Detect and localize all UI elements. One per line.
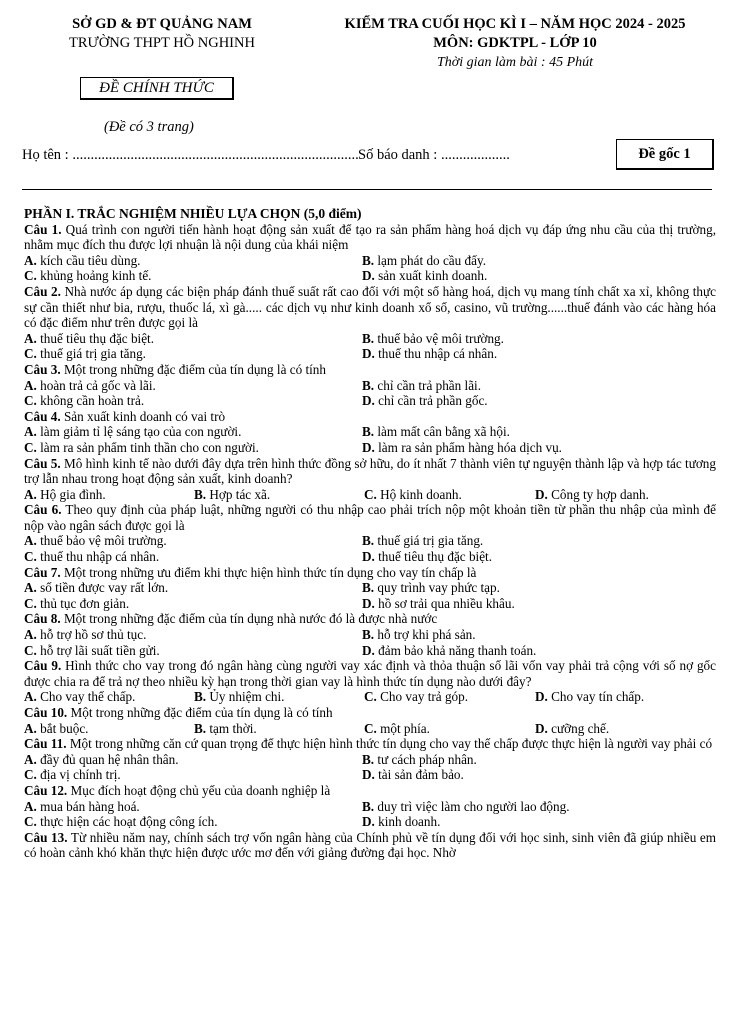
option-letter: C. xyxy=(24,393,37,409)
answer-option[interactable] xyxy=(364,487,535,503)
department-name: SỞ GD & ĐT QUẢNG NAM xyxy=(72,16,252,32)
answer-options xyxy=(24,799,716,830)
option-letter: D. xyxy=(362,346,375,362)
answer-option[interactable] xyxy=(362,424,716,440)
option-letter: B. xyxy=(194,486,207,502)
answer-options xyxy=(24,689,716,705)
option-letter: D. xyxy=(535,486,548,502)
option-text: đảm bảo khả năng thanh toán. xyxy=(374,642,537,658)
option-letter: C. xyxy=(364,720,377,736)
option-letter: D. xyxy=(535,720,548,736)
option-letter: C. xyxy=(24,439,37,455)
option-text: thuế tiêu thụ đặc biệt. xyxy=(36,330,155,346)
answer-option[interactable] xyxy=(24,580,362,596)
option-letter: A. xyxy=(24,252,37,268)
answer-option[interactable] xyxy=(24,533,362,549)
answer-option[interactable] xyxy=(24,689,194,705)
option-letter: D. xyxy=(362,642,375,658)
answer-option[interactable] xyxy=(362,596,716,612)
option-text: làm ra sản phẩm tinh thần cho con người. xyxy=(36,439,259,455)
option-letter: B. xyxy=(362,330,375,346)
exam-body xyxy=(24,206,716,861)
option-letter: A. xyxy=(24,424,37,440)
student-name-field[interactable]: Họ tên : ............................................................................... xyxy=(22,147,359,163)
question-stem xyxy=(24,565,716,581)
candidate-number-field[interactable]: Số báo danh : ................... xyxy=(358,147,510,163)
option-text: thuế bảo vệ môi trường. xyxy=(36,533,167,549)
option-letter: A. xyxy=(24,627,37,643)
answer-option[interactable] xyxy=(362,268,716,284)
option-letter: C. xyxy=(364,689,377,705)
answer-option[interactable] xyxy=(24,424,362,440)
answer-option[interactable] xyxy=(24,627,362,643)
answer-options xyxy=(24,331,716,362)
option-text: hỗ trợ lãi suất tiền gửi. xyxy=(36,642,160,658)
answer-option[interactable] xyxy=(535,487,716,503)
subject-line: MÔN: GDKTPL - LỚP 10 xyxy=(433,35,597,51)
option-letter: B. xyxy=(362,424,375,440)
question-text: Một trong những ưu điểm khi thực hiện hình thức tín dụng cho vay tín chấp là xyxy=(60,564,477,580)
question-text: Một trong những đặc điểm của tín dụng là có tính xyxy=(60,361,326,377)
answer-options xyxy=(24,253,716,284)
question-stem xyxy=(24,736,716,752)
answer-option[interactable] xyxy=(24,346,362,362)
option-text: sản xuất kinh doanh. xyxy=(374,268,488,284)
answer-option[interactable] xyxy=(24,268,362,284)
question-number: Câu 10. xyxy=(24,705,68,720)
option-text: không cần hoàn trả. xyxy=(36,393,145,409)
answer-option[interactable] xyxy=(362,814,716,830)
question-number: Câu 9. xyxy=(24,658,62,674)
option-text: khủng hoảng kinh tế. xyxy=(36,268,152,284)
question-text: Sản xuất kinh doanh có vai trò xyxy=(60,408,226,424)
question-text: Một trong những đặc điểm của tín dụng là có tính xyxy=(67,705,333,720)
answer-options xyxy=(24,580,716,611)
question-text: Một trong những đặc điểm của tín dụng nhà nước đó là được nhà nước xyxy=(60,611,438,627)
option-letter: D. xyxy=(362,595,375,611)
answer-options xyxy=(24,627,716,658)
answer-option[interactable] xyxy=(24,331,362,347)
option-text: thủ tục đơn giản. xyxy=(36,595,130,611)
question-number: Câu 7. xyxy=(24,564,61,580)
option-letter: A. xyxy=(24,533,37,549)
exam-title: KIỂM TRA CUỐI HỌC KÌ I – NĂM HỌC 2024 - 2025 xyxy=(344,16,686,32)
question-stem xyxy=(24,409,716,425)
option-text: một phía. xyxy=(376,720,430,736)
answer-option[interactable] xyxy=(24,393,362,409)
pages-note: (Đề có 3 trang) xyxy=(104,119,194,135)
option-letter: B. xyxy=(362,252,375,268)
section-title: PHẦN I. TRẮC NGHIỆM NHIỀU LỰA CHỌN (5,0 điểm) xyxy=(24,206,362,221)
answer-option[interactable] xyxy=(24,752,362,768)
question-list xyxy=(24,222,716,861)
option-letter: A. xyxy=(24,580,37,596)
option-text: bắt buộc. xyxy=(36,720,89,736)
question-block xyxy=(24,284,716,362)
option-text: hoàn trả cả gốc và lãi. xyxy=(36,377,156,393)
option-letter: B. xyxy=(362,533,375,549)
answer-option[interactable] xyxy=(24,814,362,830)
option-text: Hộ gia đình. xyxy=(36,486,106,502)
answer-option[interactable] xyxy=(24,767,362,783)
option-text: địa vị chính trị. xyxy=(36,767,121,783)
option-text: tài sản đảm bảo. xyxy=(374,767,464,783)
option-text: hồ sơ trải qua nhiều khâu. xyxy=(374,595,515,611)
answer-option[interactable] xyxy=(362,752,716,768)
question-number: Câu 11. xyxy=(24,736,67,752)
option-letter: A. xyxy=(24,798,37,814)
official-exam-box: ĐỀ CHÍNH THỨC xyxy=(80,77,234,100)
question-number: Câu 4. xyxy=(24,408,61,424)
answer-option[interactable] xyxy=(24,253,362,269)
question-number: Câu 5. xyxy=(24,455,61,471)
answer-option[interactable] xyxy=(362,549,716,565)
question-block xyxy=(24,565,716,612)
answer-options xyxy=(24,424,716,455)
question-text: Mục đích hoạt động chủ yếu của doanh nghiệp là xyxy=(67,782,331,798)
question-block xyxy=(24,222,716,284)
option-letter: D. xyxy=(535,689,548,705)
option-letter: B. xyxy=(194,720,207,736)
option-text: làm ra sản phẩm hàng hóa dịch vụ. xyxy=(374,439,562,455)
option-letter: B. xyxy=(362,798,375,814)
option-text: Hộ kinh doanh. xyxy=(376,486,462,502)
option-text: thuế giá trị gia tăng. xyxy=(36,346,146,362)
option-text: số tiền được vay rất lớn. xyxy=(36,580,169,596)
option-text: thuế bảo vệ môi trường. xyxy=(374,330,504,346)
option-text: thực hiện các hoạt động công ích. xyxy=(36,814,218,830)
question-block xyxy=(24,456,716,503)
answer-option[interactable] xyxy=(24,549,362,565)
answer-option[interactable] xyxy=(364,721,535,737)
question-stem xyxy=(24,830,716,861)
option-text: Công ty hợp danh. xyxy=(547,486,649,502)
option-letter: D. xyxy=(362,767,375,783)
option-letter: B. xyxy=(362,580,375,596)
answer-options xyxy=(24,752,716,783)
option-letter: C. xyxy=(24,767,37,783)
question-block xyxy=(24,830,716,861)
option-text: làm giảm tỉ lệ sáng tạo của con người. xyxy=(36,424,242,440)
question-stem xyxy=(24,456,716,487)
option-letter: D. xyxy=(362,439,375,455)
question-text: Theo quy định của pháp luật, những người có thu nhập cao phải trích nộp một khoản tiền từ phần thu nhập của mình để nộp vào ngân sách được gọi là xyxy=(24,502,717,533)
option-letter: A. xyxy=(24,720,37,736)
question-block xyxy=(24,705,716,736)
option-text: hỗ trợ khi phá sản. xyxy=(374,627,476,643)
option-letter: D. xyxy=(362,393,375,409)
answer-option[interactable] xyxy=(24,378,362,394)
option-text: quy trình vay phức tạp. xyxy=(374,580,500,596)
option-letter: C. xyxy=(24,595,37,611)
option-letter: B. xyxy=(362,751,375,767)
option-letter: A. xyxy=(24,751,37,767)
header-divider xyxy=(22,189,712,190)
option-text: tạm thời. xyxy=(206,720,257,736)
school-name: TRƯỜNG THPT HỒ NGHINH xyxy=(69,35,255,51)
answer-option[interactable] xyxy=(24,643,362,659)
option-letter: A. xyxy=(24,377,37,393)
option-text: duy trì việc làm cho người lao động. xyxy=(374,798,570,814)
option-letter: D. xyxy=(362,268,375,284)
option-text: đầy đủ quan hệ nhân thân. xyxy=(36,751,179,767)
option-letter: C. xyxy=(24,814,37,830)
question-block xyxy=(24,783,716,830)
answer-option[interactable] xyxy=(362,393,716,409)
option-text: kinh doanh. xyxy=(374,814,441,830)
option-text: Cho vay thế chấp. xyxy=(36,689,136,705)
question-block xyxy=(24,611,716,658)
question-text: Quá trình con người tiến hành hoạt động sản xuất để tạo ra sản phẩm hàng hoá dịch vụ đáp ứng nhu cầu của thị trường, nhằm mục đích thu được lợi nhuận là nội dung của khái niệm xyxy=(24,221,716,253)
answer-option[interactable] xyxy=(24,596,362,612)
option-letter: A. xyxy=(24,330,37,346)
duration-line: Thời gian làm bài : 45 Phút xyxy=(436,55,594,70)
option-text: mua bán hàng hoá. xyxy=(36,798,140,814)
question-stem xyxy=(24,658,716,689)
option-text: hỗ trợ hồ sơ thủ tục. xyxy=(36,627,147,643)
question-text: Mô hình kinh tế nào dưới đây dựa trên hình thức đồng sở hữu, do ít nhất 7 thành viên tự nguyện thành lập và hợp tác tương trợ lẫn nhau trong hoạt động sản xuất, kinh doanh? xyxy=(24,455,716,487)
option-letter: B. xyxy=(362,377,375,393)
question-block xyxy=(24,362,716,409)
option-letter: D. xyxy=(362,549,375,565)
option-letter: A. xyxy=(24,486,37,502)
option-text: chỉ cần trả phần gốc. xyxy=(374,393,488,409)
option-letter: C. xyxy=(24,268,37,284)
answer-option[interactable] xyxy=(24,440,362,456)
question-number: Câu 6. xyxy=(24,502,62,518)
answer-option[interactable] xyxy=(24,799,362,815)
answer-option[interactable] xyxy=(535,689,716,705)
question-block xyxy=(24,736,716,783)
option-text: thuế tiêu thụ đặc biệt. xyxy=(374,549,493,565)
answer-options xyxy=(24,487,716,503)
answer-option[interactable] xyxy=(362,253,716,269)
question-block xyxy=(24,409,716,456)
option-text: cưỡng chế. xyxy=(547,720,610,736)
question-text: Một trong những căn cứ quan trọng để thực hiện hình thức tín dụng cho vay thế chấp được thực hiện là người vay phải có xyxy=(66,736,713,752)
option-letter: B. xyxy=(194,689,207,705)
option-letter: B. xyxy=(362,627,375,643)
answer-option[interactable] xyxy=(362,346,716,362)
answer-option[interactable] xyxy=(194,721,364,737)
question-block xyxy=(24,502,716,564)
answer-option[interactable] xyxy=(362,580,716,596)
answer-option[interactable] xyxy=(535,721,716,737)
answer-option[interactable] xyxy=(362,799,716,815)
question-text: Hình thức cho vay trong đó ngân hàng cùng người vay xác định và thỏa thuận số lãi vốn vay phải trả cộng với số nợ gốc được chia ra để trả nợ theo nhiều kỳ hạn trong thời gian vay là hình thức tín dụng nào dưới đây? xyxy=(24,658,716,689)
question-text: Nhà nước áp dụng các biện pháp đánh thuế suất rất cao đối với một số hàng hoá, dịch vụ mang tính chất xa xỉ, không thực sự cần thiết như bia, rượu, thuốc lá, xì gà..... các dịch vụ như kinh doanh xổ số, casino, vũ trường......thuế đánh vào các hàng hóa có đặc điểm như trên được gọi là xyxy=(24,283,717,331)
answer-option[interactable] xyxy=(362,378,716,394)
question-stem xyxy=(24,222,716,253)
option-text: thuế giá trị gia tăng. xyxy=(374,533,484,549)
question-number: Câu 1. xyxy=(24,221,62,237)
option-letter: C. xyxy=(24,346,37,362)
answer-option[interactable] xyxy=(362,627,716,643)
answer-option[interactable] xyxy=(362,533,716,549)
answer-option[interactable] xyxy=(362,440,716,456)
question-number: Câu 2. xyxy=(24,283,61,299)
question-stem xyxy=(24,705,716,721)
option-text: lạm phát do cầu đẩy. xyxy=(374,252,487,268)
option-text: thuế thu nhập cá nhân. xyxy=(374,346,498,362)
option-text: Ủy nhiệm chi. xyxy=(206,689,285,705)
answer-options xyxy=(24,721,716,737)
question-stem xyxy=(24,362,716,378)
option-text: Cho vay tín chấp. xyxy=(547,689,645,705)
question-number: Câu 12. xyxy=(24,782,68,798)
option-letter: C. xyxy=(364,486,377,502)
option-text: Cho vay trả góp. xyxy=(376,689,469,705)
option-text: Hợp tác xã. xyxy=(206,486,271,502)
option-text: tư cách pháp nhân. xyxy=(374,751,477,767)
option-letter: C. xyxy=(24,642,37,658)
answer-options xyxy=(24,378,716,409)
answer-option[interactable] xyxy=(24,487,194,503)
option-letter: A. xyxy=(24,689,37,705)
question-number: Câu 8. xyxy=(24,611,61,627)
answer-option[interactable] xyxy=(362,767,716,783)
question-stem xyxy=(24,783,716,799)
answer-option[interactable] xyxy=(362,331,716,347)
answer-option[interactable] xyxy=(194,689,364,705)
option-letter: C. xyxy=(24,549,37,565)
answer-option[interactable] xyxy=(364,689,535,705)
option-text: làm mất cân bằng xã hội. xyxy=(374,424,510,440)
question-stem xyxy=(24,502,716,533)
option-text: thuế thu nhập cá nhân. xyxy=(36,549,160,565)
option-text: chỉ cần trả phần lãi. xyxy=(374,377,482,393)
answer-option[interactable] xyxy=(24,721,194,737)
question-number: Câu 3. xyxy=(24,361,61,377)
option-text: kích cầu tiêu dùng. xyxy=(36,252,141,268)
question-text: Từ nhiều năm nay, chính sách trợ vốn ngân hàng của Chính phủ về tín dụng đối với học sinh, sinh viên đã giúp nhiều em có hoàn cảnh khó khăn thực hiện được ước mơ đến với giảng đường đại học. Nhờ xyxy=(24,829,717,861)
question-stem xyxy=(24,611,716,627)
answer-option[interactable] xyxy=(194,487,364,503)
answer-options xyxy=(24,533,716,564)
question-block xyxy=(24,658,716,705)
answer-option[interactable] xyxy=(362,643,716,659)
question-number: Câu 13. xyxy=(24,829,68,845)
question-stem xyxy=(24,284,716,331)
option-letter: D. xyxy=(362,814,375,830)
exam-code-box: Đề gốc 1 xyxy=(616,139,714,170)
